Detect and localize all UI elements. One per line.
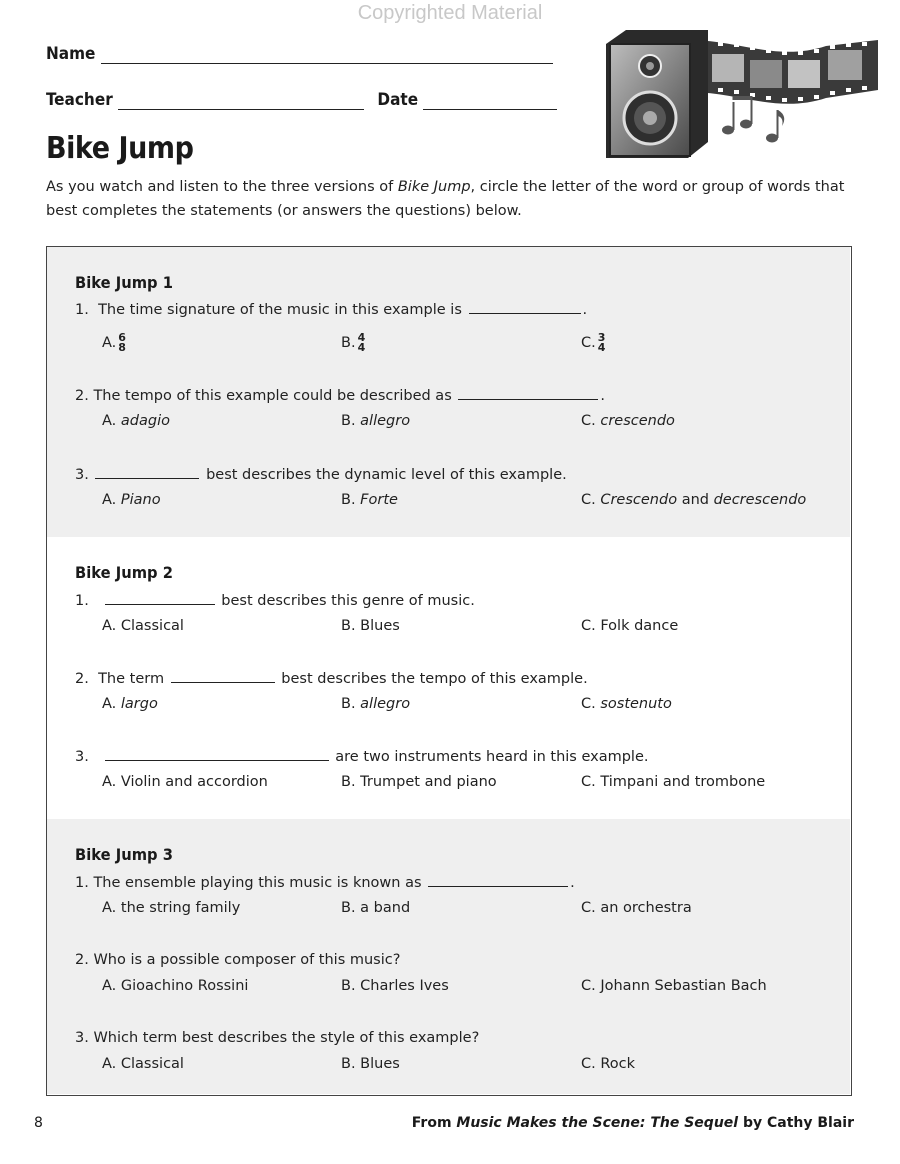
question-number: 3.: [75, 749, 89, 765]
question-text: best describes the dynamic level of this example.: [206, 467, 567, 483]
question-number: 2.: [75, 952, 89, 968]
time-signature: [598, 333, 606, 353]
question-3: [75, 748, 649, 765]
question-text: Who is a possible composer of this music?: [93, 952, 401, 968]
option-text: the string family: [120, 900, 241, 916]
option-b[interactable]: [341, 492, 398, 508]
option-text-and: and: [681, 492, 709, 508]
option-letter: A.: [102, 413, 117, 429]
option-b[interactable]: [341, 413, 410, 429]
credit-author: by Cathy Blair: [742, 1115, 854, 1131]
option-letter: C.: [581, 900, 596, 916]
option-letter: A.: [102, 900, 117, 916]
option-letter: B.: [341, 335, 356, 351]
option-text: Rock: [600, 1056, 636, 1072]
option-text: Blues: [360, 1056, 400, 1072]
option-text: Timpani and trombone: [600, 774, 766, 790]
book-credit: [412, 1115, 854, 1131]
speaker-icon: [606, 30, 708, 158]
option-text: Violin and accordion: [120, 774, 268, 790]
credit-book-title: Music Makes the Scene: The Sequel: [456, 1115, 739, 1131]
answer-blank: [105, 592, 215, 605]
option-a[interactable]: [102, 413, 170, 429]
question-number: 2.: [75, 671, 89, 687]
page-title: Bike Jump: [46, 131, 194, 166]
option-text: Classical: [120, 1056, 184, 1072]
option-c[interactable]: [581, 900, 692, 916]
option-letter: A.: [102, 492, 117, 508]
section-title: Bike Jump 3: [75, 845, 173, 864]
answer-blank: [95, 466, 199, 479]
option-letter: A.: [102, 1056, 117, 1072]
option-a[interactable]: [102, 978, 248, 994]
answer-blank: [458, 387, 598, 400]
question-number: 3.: [75, 1030, 89, 1046]
question-text: are two instruments heard in this example.: [335, 749, 649, 765]
option-letter: B.: [341, 1056, 356, 1072]
option-text: crescendo: [600, 413, 675, 429]
option-a[interactable]: [102, 333, 126, 353]
ts-top: 6: [118, 331, 126, 344]
teacher-date-row: [46, 90, 557, 110]
option-letter: C.: [581, 413, 596, 429]
option-c[interactable]: [581, 618, 678, 634]
option-a[interactable]: [102, 492, 161, 508]
question-1: [75, 301, 587, 318]
option-letter: A.: [102, 696, 117, 712]
answer-blank: [105, 748, 329, 761]
option-letter: C.: [581, 1056, 596, 1072]
date-label: Date: [377, 90, 419, 110]
section-bike-jump-1: [47, 247, 850, 537]
option-b[interactable]: [341, 900, 410, 916]
option-text: an orchestra: [600, 900, 692, 916]
question-1: [75, 874, 575, 891]
option-text: Trumpet and piano: [360, 774, 497, 790]
option-letter: B.: [341, 413, 356, 429]
option-c[interactable]: [581, 333, 605, 353]
name-field-row: [46, 44, 553, 64]
option-b[interactable]: [341, 978, 449, 994]
question-number: 1.: [75, 302, 89, 318]
question-2: [75, 952, 400, 968]
question-2: [75, 670, 588, 687]
option-text: Crescendo: [600, 492, 678, 508]
option-b[interactable]: [341, 696, 410, 712]
name-line: [101, 47, 553, 64]
option-text: Charles Ives: [360, 978, 449, 994]
copyright-watermark: Copyrighted Material: [357, 2, 543, 24]
question-text: Which term best describes the style of this example?: [93, 1030, 480, 1046]
option-c[interactable]: [581, 696, 672, 712]
option-c[interactable]: [581, 492, 806, 508]
option-text: a band: [360, 900, 411, 916]
option-letter: A.: [102, 618, 117, 634]
question-number: 1.: [75, 875, 89, 891]
question-number: 3.: [75, 467, 89, 483]
option-c[interactable]: [581, 413, 675, 429]
option-text: Folk dance: [600, 618, 679, 634]
option-b[interactable]: [341, 774, 497, 790]
option-letter: C.: [581, 335, 596, 351]
option-text: adagio: [120, 413, 170, 429]
option-c[interactable]: [581, 978, 767, 994]
question-2: [75, 387, 605, 404]
time-signature: [358, 333, 366, 353]
speaker-film-illustration: [596, 26, 886, 166]
quiz-box: [46, 246, 852, 1096]
option-b[interactable]: [341, 1056, 400, 1072]
option-letter: A.: [102, 978, 117, 994]
ts-top: 4: [357, 331, 366, 344]
question-3: [75, 466, 567, 483]
date-line: [423, 93, 557, 110]
time-signature: [118, 333, 126, 353]
question-end: best describes the tempo of this example.: [281, 671, 588, 687]
option-a[interactable]: [102, 618, 184, 634]
ts-top: 3: [597, 331, 606, 344]
section-bike-jump-2: [47, 537, 850, 819]
ts-bottom: 8: [118, 341, 126, 354]
option-text: Piano: [120, 492, 161, 508]
question-text: The term: [98, 671, 165, 687]
name-label: Name: [46, 44, 96, 64]
option-text: largo: [120, 696, 158, 712]
option-letter: C.: [581, 774, 596, 790]
option-c[interactable]: [581, 774, 765, 790]
option-letter: A.: [102, 774, 117, 790]
option-text: allegro: [360, 413, 411, 429]
question-end: .: [600, 388, 605, 404]
intro-part2: , circle the letter of the word or group of words that best completes the statements (or answers the questions) below.: [46, 179, 845, 219]
option-a[interactable]: [102, 1056, 184, 1072]
answer-blank: [171, 670, 275, 683]
option-letter: B.: [341, 774, 356, 790]
option-text: sostenuto: [600, 696, 672, 712]
option-letter: B.: [341, 978, 356, 994]
question-3: [75, 1030, 479, 1046]
option-letter: C.: [581, 492, 596, 508]
question-text: best describes this genre of music.: [221, 593, 475, 609]
section-bike-jump-3: [47, 819, 850, 1094]
ts-bottom: 4: [357, 341, 366, 354]
option-text: Gioachino Rossini: [120, 978, 249, 994]
page-number: 8: [34, 1115, 43, 1131]
question-number: 1.: [75, 593, 89, 609]
intro-part1: As you watch and listen to the three versions of: [46, 179, 398, 195]
question-text: The time signature of the music in this example is: [98, 302, 462, 318]
question-end: .: [582, 302, 588, 318]
option-text: Classical: [120, 618, 184, 634]
section-title: Bike Jump 1: [75, 273, 173, 292]
section-title: Bike Jump 2: [75, 563, 173, 582]
question-1: [75, 592, 475, 609]
question-end: .: [570, 875, 575, 891]
teacher-line: [118, 93, 364, 110]
question-text: The tempo of this example could be described as: [93, 388, 452, 404]
option-letter: C.: [581, 618, 596, 634]
option-b[interactable]: [341, 618, 400, 634]
question-number: 2.: [75, 388, 89, 404]
option-text: Blues: [360, 618, 400, 634]
option-letter: A.: [102, 335, 117, 351]
option-letter: B.: [341, 618, 356, 634]
option-letter: B.: [341, 900, 356, 916]
option-letter: B.: [341, 696, 356, 712]
option-c[interactable]: [581, 1056, 635, 1072]
option-a[interactable]: [102, 774, 268, 790]
option-letter: C.: [581, 978, 596, 994]
option-text: Forte: [360, 492, 398, 508]
answer-blank: [469, 301, 581, 314]
intro-text: [46, 175, 861, 223]
option-text-2: decrescendo: [713, 492, 807, 508]
ts-bottom: 4: [597, 341, 606, 354]
option-b[interactable]: [341, 333, 365, 353]
intro-italic-title: Bike Jump: [397, 179, 471, 195]
option-a[interactable]: [102, 900, 240, 916]
option-letter: C.: [581, 696, 596, 712]
question-text: The ensemble playing this music is known as: [93, 875, 422, 891]
option-letter: B.: [341, 492, 356, 508]
credit-from: From: [411, 1115, 452, 1131]
option-text: allegro: [360, 696, 411, 712]
option-text: Johann Sebastian Bach: [600, 978, 767, 994]
teacher-label: Teacher: [46, 90, 113, 110]
option-a[interactable]: [102, 696, 158, 712]
answer-blank: [428, 874, 568, 887]
